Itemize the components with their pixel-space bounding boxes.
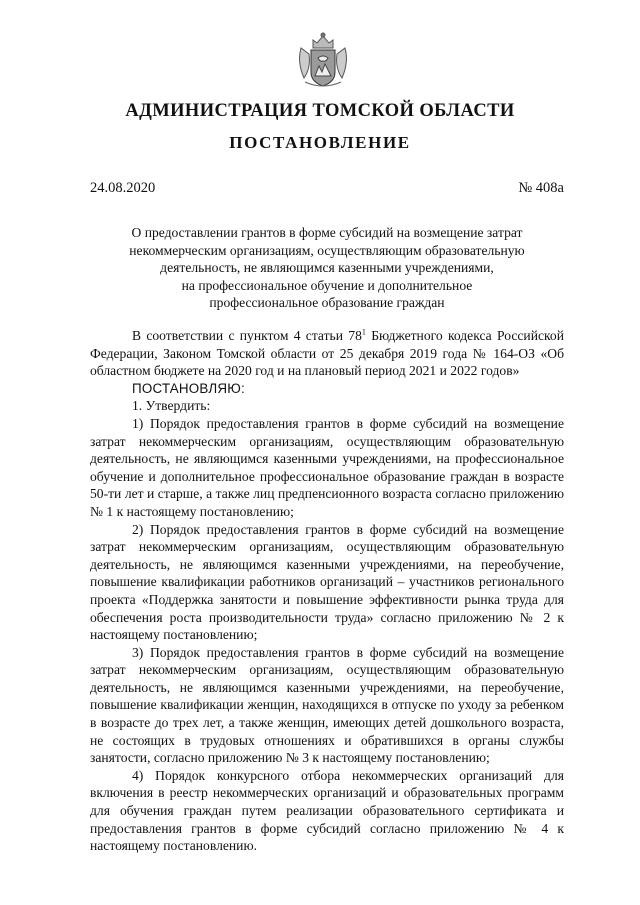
tomsk-region-coat-of-arms-icon: [295, 28, 351, 92]
organization-title: АДМИНИСТРАЦИЯ ТОМСКОЙ ОБЛАСТИ: [125, 101, 515, 121]
subitem-2: 2) Порядок предоставления грантов в форме субсидий на возмещение затрат некоммерческим организациям, осуществляющим образовательную деятельность, не являющимся казенными учреждениями, на переобучение, повышение квалификации работников организаций – участников регионального проекта «Поддержка занятости и повышение эффективности рынка труда для обеспечения роста производительности труда» согласно приложению № 2 к настоящему постановлению;: [90, 521, 564, 643]
item-1: 1. Утвердить:: [132, 398, 211, 414]
preamble-superscript: 1: [361, 327, 366, 337]
subitem-3: 3) Порядок предоставления грантов в форме субсидий на возмещение затрат некоммерческим организациям, осуществляющим образовательную деятельность, не являющимся казенными учреждениями, на переобучение, повышение квалификации женщин, находящихся в отпуске по уходу за ребенком в возрасте до трех лет, а также женщин, имеющих детей дошкольного возраста, не состоящих в трудовых отношениях и обратившихся в органы службы занятости, согласно приложению № 3 к настоящему постановлению;: [90, 644, 564, 766]
subject-line: некоммерческим организациям, осуществляющим образовательную: [129, 242, 525, 258]
subitem-1: 1) Порядок предоставления грантов в форме субсидий на возмещение затрат некоммерческим организациям, осуществляющим образовательную деятельность, не являющимся казенными учреждениями, на профессиональное обучение и дополнительное профессиональное образование граждан в возрасте 50-ти лет и старше, а также лиц предпенсионного возраста согласно приложению № 1 к настоящему постановлению;: [90, 415, 564, 519]
decree-word: ПОСТАНОВЛЯЮ:: [132, 380, 245, 396]
subject-line: на профессиональное обучение и дополнительное: [181, 277, 473, 293]
document-date: 24.08.2020: [90, 180, 156, 196]
document-type-title: ПОСТАНОВЛЕНИЕ: [229, 133, 411, 152]
subitem-4: 4) Порядок конкурсного отбора некоммерческих организаций для включения в реестр некоммерческих организаций и образовательных программ для обучения граждан путем реализации образовательного сертификата и предоставления грантов в форме субсидий согласно приложению № 4 к настоящему постановлению.: [90, 767, 564, 854]
document-body: [90, 327, 564, 855]
preamble-paragraph: [90, 327, 564, 380]
preamble-text: В соответствии с пунктом 4 статьи 78: [132, 328, 362, 343]
document-number: № 408а: [518, 180, 564, 196]
subject-line: деятельность, не являющимся казенными учреждениями,: [160, 260, 494, 276]
document-subject: [90, 224, 564, 312]
preamble-text-continued: Бюджетного кодекса Российской Федерации, Законом Томской области от 25 декабря 2019 года № 164-ОЗ «Об областном бюджете на 2020 год и на плановый период 2021 и 2022 годов»: [90, 328, 564, 379]
subject-line: О предоставлении грантов в форме субсидий на возмещение затрат: [131, 225, 523, 240]
subject-line: профессиональное образование граждан: [209, 295, 445, 311]
